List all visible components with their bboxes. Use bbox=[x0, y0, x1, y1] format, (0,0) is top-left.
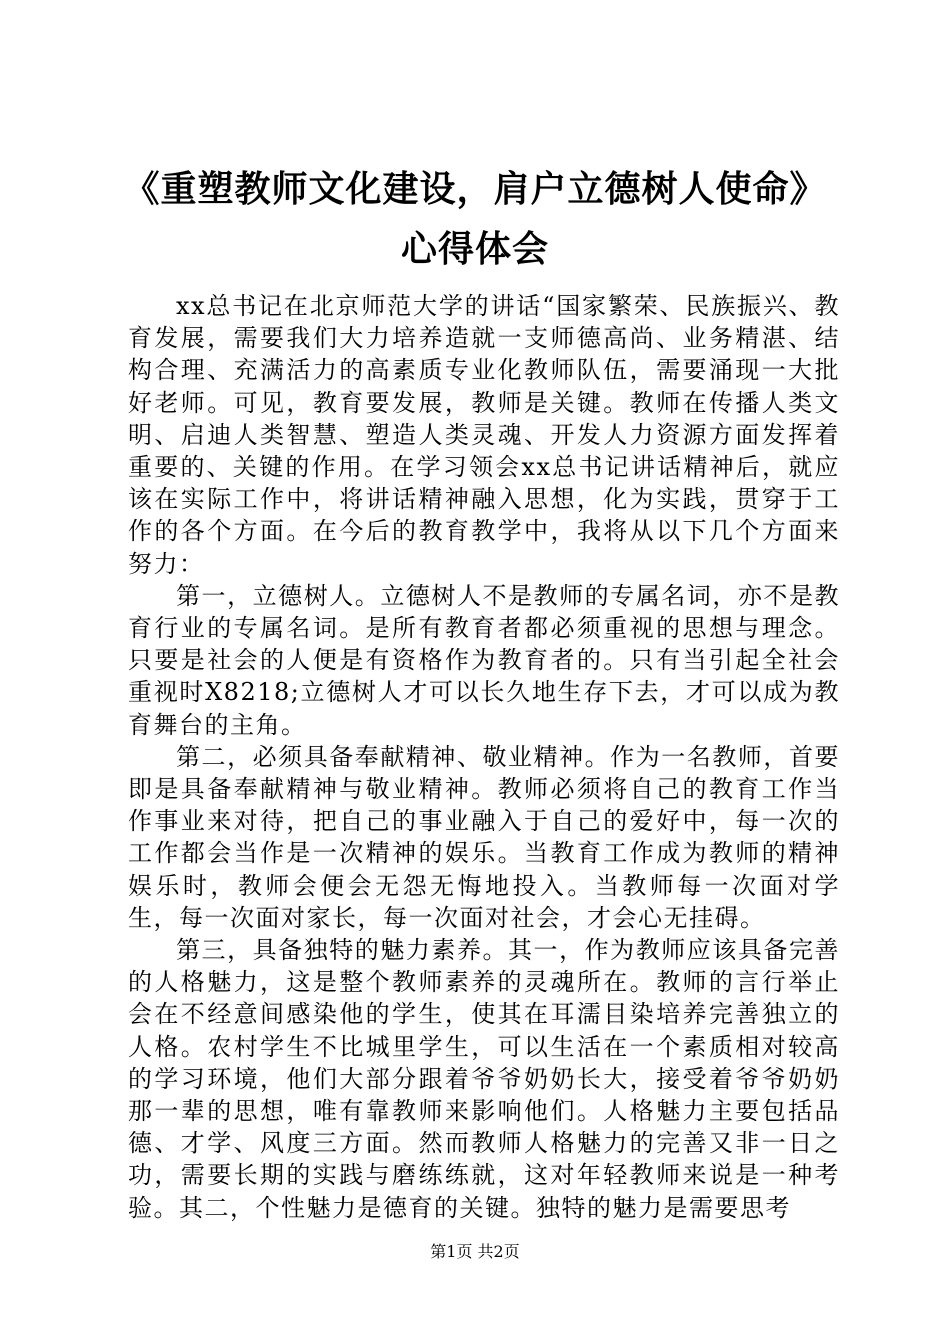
paragraph-first-point: 第一，立德树人。立德树人不是教师的专属名词，亦不是教育行业的专属名词。是所有教育者都必须重视的思想与理念。只要是社会的人便是有资格作为教育者的。只有当引起全社会重视时X8218;立德树人才可以长久地生存下去，才可以成为教育舞台的主角。 bbox=[128, 581, 840, 739]
paragraph-second-point: 第二，必须具备奉献精神、敬业精神。作为一名教师，首要即是具备奉献精神与敬业精神。教师必须将自己的教育工作当作事业来对待，把自己的事业融入于自己的爱好中，每一次的工作都会当作是一次精神的娱乐。当教育工作成为教师的精神娱乐时，教师会便会无怨无悔地投入。当教师每一次面对学生，每一次面对家长，每一次面对社会，才会心无挂碍。 bbox=[128, 742, 840, 932]
paragraph-third-point: 第三，具备独特的魅力素养。其一，作为教师应该具备完善的人格魅力，这是整个教师素养的灵魂所在。教师的言行举止会在不经意间感染他的学生，使其在耳濡目染培养完善独立的人格。农村学生不比城里学生，可以生活在一个素质相对较高的学习环境，他们大部分跟着爷爷奶奶长大，接受着爷爷奶奶那一辈的思想，唯有靠教师来影响他们。人格魅力主要包括品德、才学、风度三方面。然而教师人格魅力的完善又非一日之功，需要长期的实践与磨练练就，这对年轻教师来说是一种考验。其二，个性魅力是德育的关键。独特的魅力是需要思考 bbox=[128, 936, 840, 1222]
document-body bbox=[128, 290, 840, 1224]
paragraph-intro: xx总书记在北京师范大学的讲话“国家繁荣、民族振兴、教育发展，需要我们大力培养造就一支师德高尚、业务精湛、结构合理、充满活力的高素质专业化教师队伍，需要涌现一大批好老师。可见，教育要发展，教师是关键。教师在传播人类文明、启迪人类智慧、塑造人类灵魂、开发人力资源方面发挥着重要的、关键的作用。在学习领会xx总书记讲话精神后，就应该在实际工作中，将讲话精神融入思想，化为实践，贯穿于工作的各个方面。在今后的教育教学中，我将从以下几个方面来努力： bbox=[128, 292, 840, 578]
document-title: 《重塑教师文化建设，肩户立德树人使命》心得体会 bbox=[123, 169, 827, 270]
page-number-footer: 第1页 共2页 bbox=[430, 1242, 520, 1261]
